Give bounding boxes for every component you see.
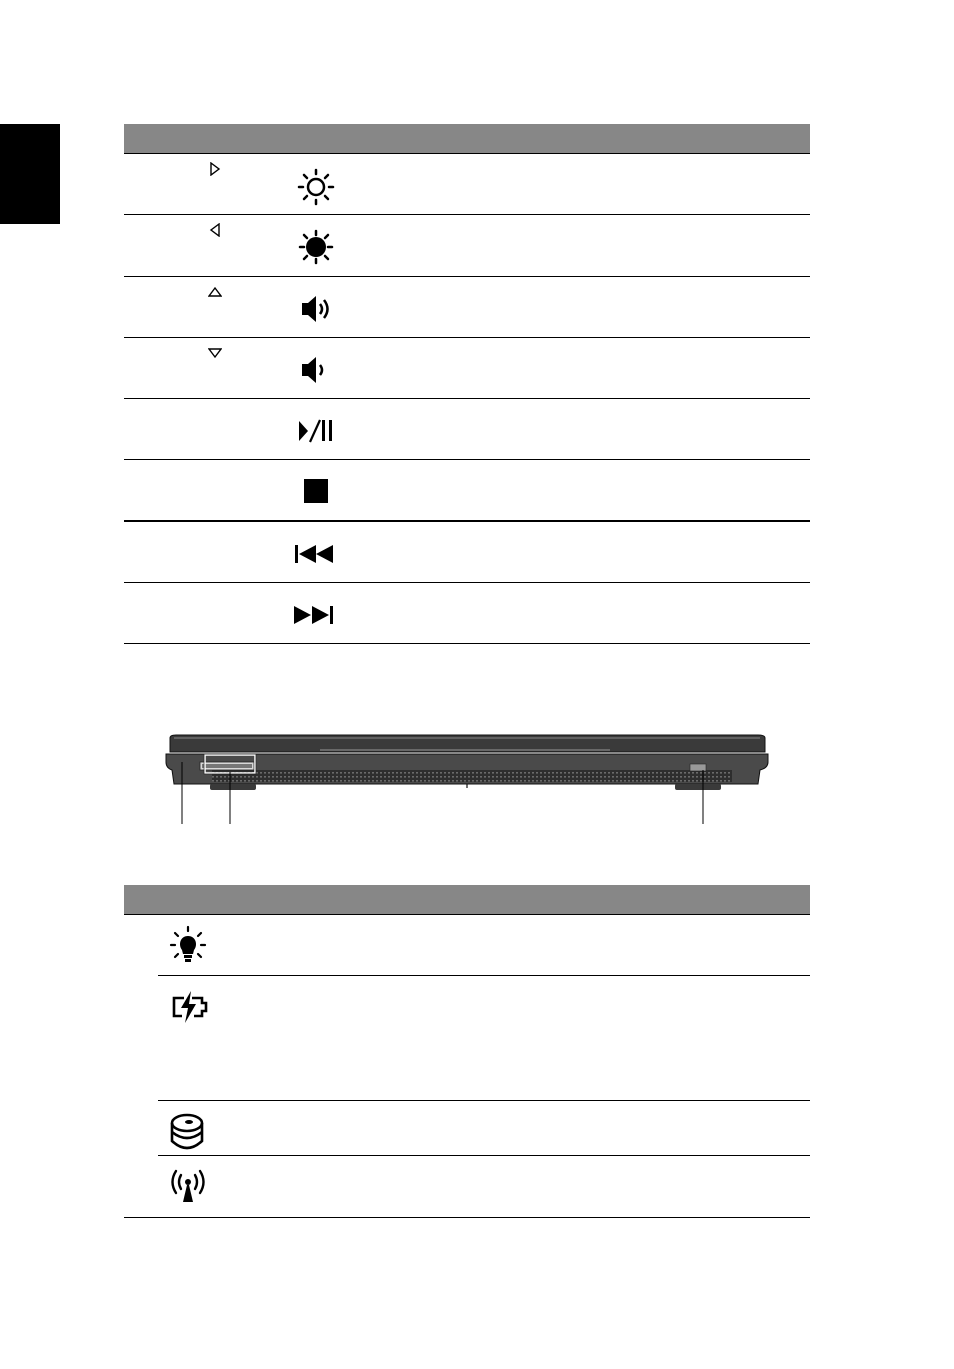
hdd-activity-icon [166,1111,210,1153]
table-row [124,215,810,276]
battery-charge-icon [166,986,210,1028]
left-triangle-arrow-icon [208,223,222,237]
volume-up-icon [294,289,338,329]
wireless-communication-icon [166,1166,210,1208]
table-row [158,1101,810,1156]
table-row [124,277,810,338]
hotkey-table [124,124,810,644]
table-row [124,583,810,644]
hotkey-table-header [124,124,810,154]
previous-track-icon [294,534,338,574]
play-pause-icon [294,411,338,451]
table-row [124,399,810,460]
power-indicator-icon [166,925,210,967]
table-row [124,1156,810,1218]
table-row [158,976,810,1101]
table-row [124,154,810,215]
down-triangle-arrow-icon [208,346,222,360]
next-track-icon [294,595,338,635]
table-row [124,522,810,583]
stop-icon [294,472,338,512]
indicator-table [124,885,810,1218]
laptop-front-view [160,732,772,824]
right-triangle-arrow-icon [208,162,222,176]
volume-down-icon [294,350,338,390]
table-row [124,338,810,399]
table-row [124,460,810,521]
brightness-down-icon [294,227,338,267]
brightness-up-icon [294,166,338,206]
language-side-tab [0,124,60,224]
table-row [158,915,810,976]
indicator-table-header [124,885,810,915]
up-triangle-arrow-icon [208,285,222,299]
